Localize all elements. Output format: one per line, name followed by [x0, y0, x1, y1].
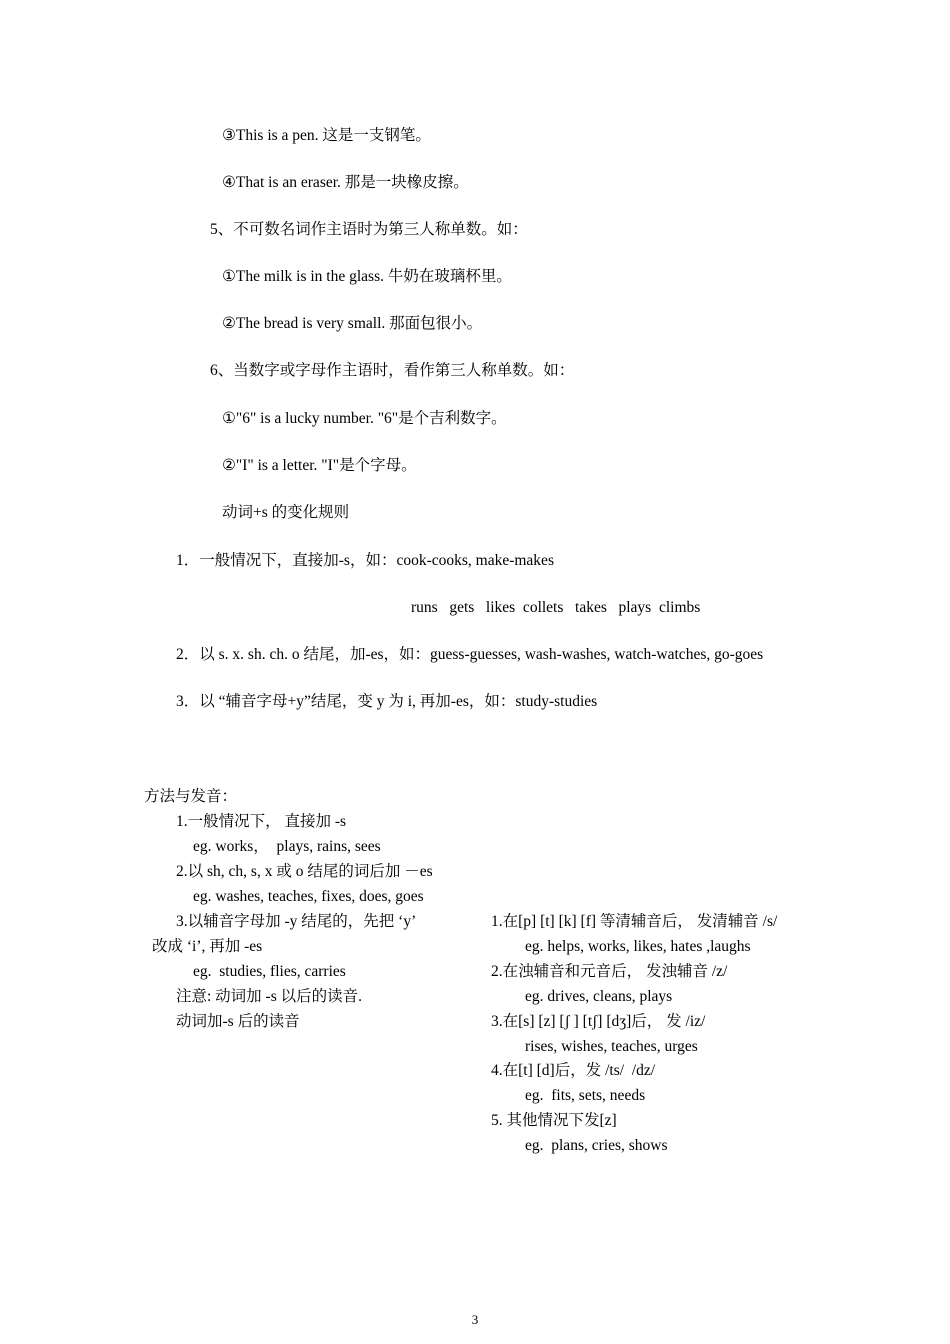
rule-line: 6、当数字或字母作主语时，看作第三人称单数。如： — [210, 362, 575, 379]
example-line: eg. works， plays, rains, sees — [193, 838, 381, 855]
note-line: 动词加-s 后的读音 — [176, 1013, 300, 1030]
example-words: runs gets likes collets takes plays climbs — [411, 599, 701, 616]
example-line: ①"6" is a lucky number. "6"是个吉利数字。 — [222, 410, 507, 427]
rule-line: 2.以 sh, ch, s, x 或 o 结尾的词后加 －es — [176, 863, 433, 880]
example-line: eg. drives, cleans, plays — [525, 988, 673, 1005]
pronunciation-rule: 2.在浊辅音和元音后， 发浊辅音 /z/ — [491, 963, 728, 980]
example-line: eg. helps, works, likes, hates ,laughs — [525, 938, 751, 955]
rule-line: 1.一般情况下， 直接加 -s — [176, 813, 347, 830]
rule-line: 5、不可数名词作主语时为第三人称单数。如： — [210, 221, 528, 238]
example-line: eg. studies, flies, carries — [193, 963, 346, 980]
section-heading: 动词+s 的变化规则 — [222, 504, 350, 521]
example-line: ③This is a pen. 这是一支钢笔。 — [222, 127, 431, 144]
page-number: 3 — [471, 1312, 479, 1327]
pronunciation-rule: 5. 其他情况下发[z] — [491, 1112, 617, 1129]
example-line: eg. plans, cries, shows — [525, 1137, 668, 1154]
pronunciation-rule: 3.在[s] [z] [ʃ ] [tʃ] [dʒ]后， 发 /iz/ — [491, 1013, 706, 1030]
rule-line: 1．一般情况下，直接加-s，如：cook-cooks, make-makes — [176, 552, 554, 569]
example-line: eg. washes, teaches, fixes, does, goes — [193, 888, 424, 905]
example-line: ②"I" is a letter. "I"是个字母。 — [222, 457, 417, 474]
pronunciation-rule: 1.在[p] [t] [k] [f] 等清辅音后， 发清辅音 /s/ — [491, 913, 778, 930]
section-heading: 方法与发音： — [144, 788, 238, 805]
rule-line: 2．以 s. x. sh. ch. o 结尾，加-es，如：guess-guesses, wash-washes, watch-watches, go-goes — [176, 646, 764, 663]
rule-line: 改成 ‘i’, 再加 -es — [152, 938, 263, 955]
example-line: rises, wishes, teaches, urges — [525, 1038, 698, 1055]
example-line: eg. fits, sets, needs — [525, 1087, 646, 1104]
pronunciation-rule: 4.在[t] [d]后，发 /ts/ /dz/ — [491, 1062, 656, 1079]
rule-line: 3．以 “辅音字母+y”结尾，变 y 为 i, 再加-es，如：study-studies — [176, 693, 598, 710]
example-line: ②The bread is very small. 那面包很小。 — [222, 315, 483, 332]
note-line: 注意: 动词加 -s 以后的读音. — [176, 988, 363, 1005]
rule-line: 3.以辅音字母加 -y 结尾的，先把 ‘y’ — [176, 913, 417, 930]
example-line: ④That is an eraser. 那是一块橡皮擦。 — [222, 174, 469, 191]
example-line: ①The milk is in the glass. 牛奶在玻璃杯里。 — [222, 268, 512, 285]
